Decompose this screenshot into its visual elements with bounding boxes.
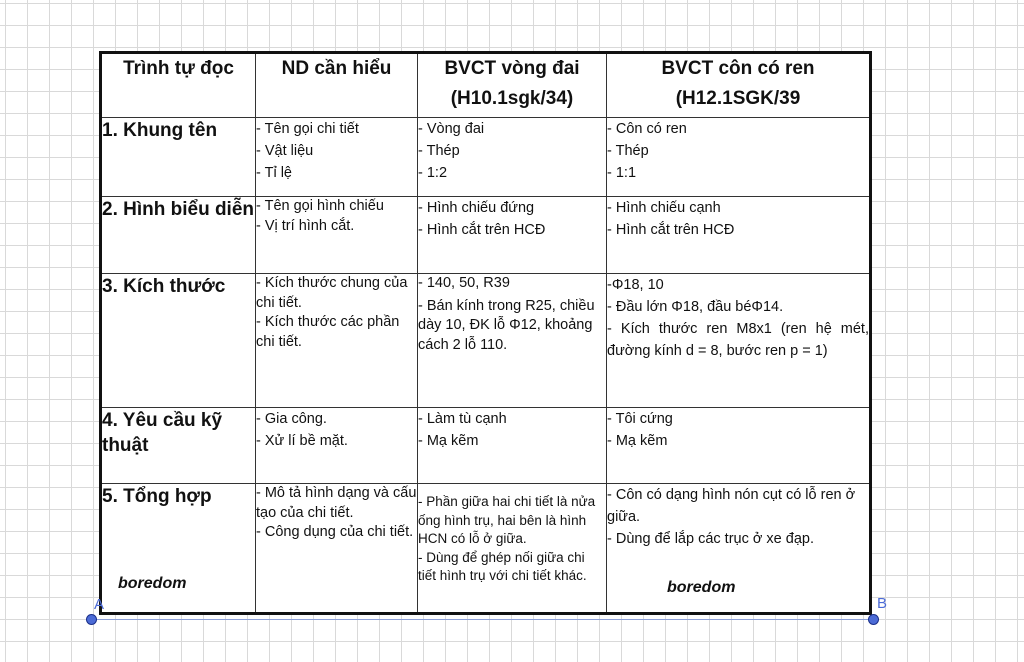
header-row bbox=[101, 53, 871, 118]
cell-line: - Vòng đai bbox=[418, 121, 485, 137]
cell-line: - 1:1 bbox=[607, 165, 637, 181]
cell-line: - Hình chiếu cạnh bbox=[607, 200, 721, 216]
cell-line: - Kích thước các phần chi tiết. bbox=[256, 314, 400, 350]
cell-line: - Côn có dạng hình nón cụt có lỗ ren ở giữa. bbox=[607, 487, 856, 525]
cell-line: - Hình cắt trên HCĐ bbox=[607, 222, 735, 238]
table-row bbox=[101, 118, 871, 197]
reading-table bbox=[99, 51, 872, 615]
cell-line: - Vật liệu bbox=[256, 143, 314, 159]
watermark-text: boredom bbox=[118, 575, 187, 592]
cell-line: -Φ18, 10 bbox=[607, 277, 664, 293]
cell-line: - Hình chiếu đứng bbox=[418, 200, 535, 216]
step-label: 5. Tổng hợp bbox=[101, 484, 256, 614]
cell-line: - Mạ kẽm bbox=[607, 433, 668, 449]
cell-line: - Thép bbox=[607, 143, 649, 159]
cell-line: - 1:2 bbox=[418, 165, 448, 181]
step-label: 2. Hình biểu diễn bbox=[101, 197, 256, 274]
cell-line: - Dùng để lắp các trục ở xe đạp. bbox=[607, 531, 814, 547]
point-b[interactable] bbox=[868, 614, 879, 625]
cell-line: - Vị trí hình cắt. bbox=[256, 217, 355, 234]
cell-line: - Tỉ lệ bbox=[256, 165, 292, 181]
header-reading-order: Trình tự đọc bbox=[101, 53, 256, 118]
cell-line: - Thép bbox=[418, 143, 460, 159]
watermark-text: boredom bbox=[667, 579, 736, 596]
cell-line: - Công dụng của chi tiết. bbox=[256, 524, 414, 540]
point-a-label: A bbox=[94, 596, 105, 613]
cell-line: - Đầu lớn Φ18, đầu béΦ14. bbox=[607, 299, 784, 315]
table-image bbox=[99, 51, 869, 612]
cell-line: - Tên gọi chi tiết bbox=[256, 121, 359, 137]
step-label: 1. Khung tên bbox=[101, 118, 256, 197]
point-b-label: B bbox=[877, 595, 888, 612]
cell-line: - Kích thước chung của chi tiết. bbox=[256, 275, 408, 311]
header-vong-dai: BVCT vòng đai (H10.1sgk/34) bbox=[418, 53, 607, 118]
cell-line: - Xử lí bề mặt. bbox=[256, 433, 348, 449]
point-a[interactable] bbox=[86, 614, 97, 625]
cell-line: - Hình cắt trên HCĐ bbox=[418, 222, 546, 238]
cell-line: - Tên gọi hình chiếu bbox=[256, 198, 384, 214]
step-label: 3. Kích thước bbox=[101, 274, 256, 408]
cell-line: - Làm tù cạnh bbox=[418, 411, 507, 427]
cell-line: - Mô tả hình dạng và cấu tạo của chi tiết. bbox=[256, 485, 417, 521]
cell-line: - 140, 50, R39 bbox=[418, 275, 510, 291]
header-content: ND cần hiểu bbox=[256, 53, 418, 118]
cell-line: - Dùng để ghép nối giữa chi tiết hình trụ với chi tiết khác. bbox=[418, 549, 587, 583]
table-row bbox=[101, 408, 871, 484]
cell-line: - Tôi cứng bbox=[607, 411, 673, 427]
cell-line: - Mạ kẽm bbox=[418, 433, 479, 449]
cell-line: - Bán kính trong R25, chiều dày 10, ĐK lỗ Φ12, khoảng cách 2 lỗ 110. bbox=[418, 297, 595, 353]
table-row bbox=[101, 484, 871, 614]
cell-line: - Kích thước ren M8x1 (ren hệ mét, đường kính d = 8, bước ren p = 1) bbox=[607, 321, 869, 359]
table-row bbox=[101, 274, 871, 408]
table-row bbox=[101, 197, 871, 274]
cell-line: - Gia công. bbox=[256, 411, 327, 427]
header-con-co-ren: BVCT côn có ren (H12.1SGK/39 bbox=[607, 53, 871, 118]
cell-line: - Phần giữa hai chi tiết là nửa ống hình trụ, hai bên là hình HCN có lỗ ở giữa. bbox=[418, 494, 596, 546]
step-label: 4. Yêu cầu kỹ thuật bbox=[101, 408, 256, 484]
segment-ab bbox=[91, 619, 874, 620]
cell-line: - Côn có ren bbox=[607, 121, 687, 137]
